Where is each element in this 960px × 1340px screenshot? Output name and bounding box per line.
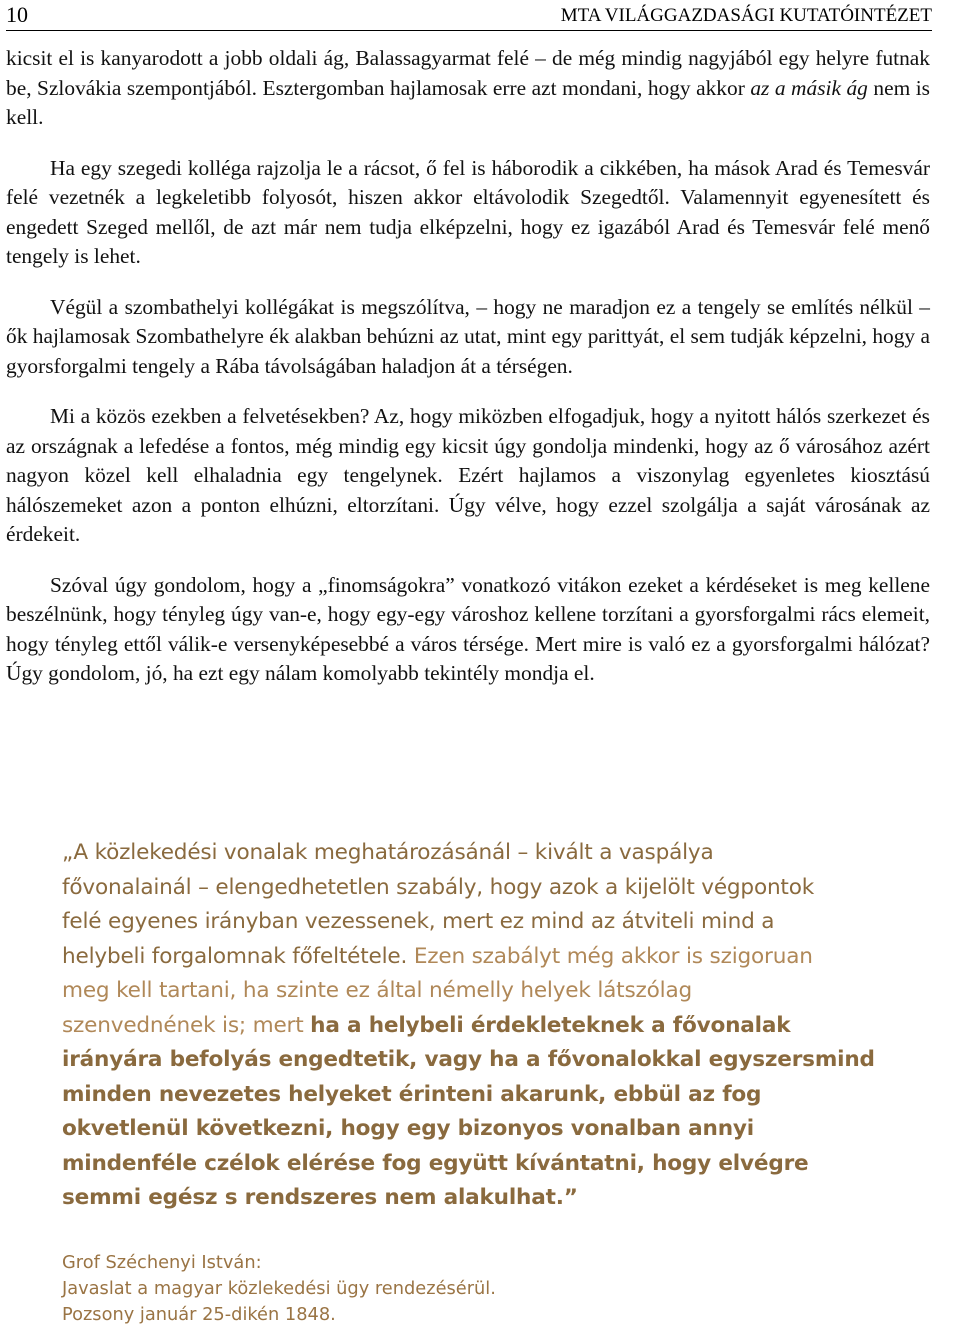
quote-line	[62, 1009, 960, 1044]
quote-segment: helybeli forgalomnak főfeltétele.	[62, 943, 414, 969]
paragraph-1-text-end: nem is kell.	[6, 75, 930, 129]
citation-place-date: Pozsony január 25-dikén 1848.	[62, 1304, 336, 1325]
szechenyi-quote	[62, 836, 960, 1216]
quote-bold-segment: irányára befolyás engedtetik, vagy ha a fővonalokkal egyszersmind	[62, 1047, 875, 1072]
paragraph-1	[6, 44, 930, 133]
quote-line	[62, 940, 960, 975]
quote-line-bold	[62, 1043, 960, 1078]
citation-author: Grof Széchenyi István:	[62, 1252, 262, 1273]
quote-line-bold	[62, 1078, 960, 1113]
quote-line: felé egyenes irányban vezessenek, mert ez mind az átviteli mind a	[62, 909, 775, 934]
quote-line: „A közlekedési vonalak meghatározásánál – kivált a vaspálya	[62, 840, 714, 865]
page-number: 10	[6, 2, 28, 27]
quote-bold-segment: ha a helybeli érdekleteknek a fővonalak	[310, 1012, 791, 1038]
paragraph-4: Mi a közös ezekben a felvetésekben? Az, hogy miközben elfogadjuk, hogy a nyitott hálós szerkezet és az országnak a lefedése a fontos, még mindig egy kicsit úgy gondolja mindenki, hogy az ő városához azért nagyon közel kell elhaladnia egy tengelynek. Ezért hajlamos a viszonylag egyenletes kiosztású hálószemeket azon a ponton elhúzni, eltorzítani. Úgy vélve, hogy ezzel szolgálja a saját városának az érdekeit.	[6, 404, 930, 546]
quote-line-bold	[62, 1147, 960, 1182]
running-title: MTA VILÁGGAZDASÁGI KUTATÓINTÉZET	[560, 5, 932, 26]
paragraph-5: Szóval úgy gondolom, hogy a „finomságokra” vonatkozó vitákon ezeket a kérdéseket is meg kellene beszélnünk, hogy tényleg úgy van-e, hogy egy-egy városhoz kellene torzítani a gyorsforgalmi rács elemeit, hogy tényleg ettől válik-e versenyképesebbé a város térsége. Mert mire is való ez a gyorsforgalmi hálózat? Úgy gondolom, jó, ha ezt egy nálam komolyabb tekintély mondja el.	[6, 572, 930, 685]
paragraph-3: Végül a szombathelyi kollégákat is megszólítva, – hogy ne maradjon ez a tengely se említés nélkül – ők hajlamosak Szombathelyre ék alakban behúzni az utat, mint egy parittyát, el sem tudják képzelni, hogy a gyorsforgalmi tengely a Rába távolságában haladjon át a térségen.	[6, 294, 930, 378]
page-header	[6, 0, 932, 31]
quote-line: fővonalainál – elengedhetetlen szabály, hogy azok a kijelölt végpontok	[62, 874, 815, 900]
quote-bold-segment: minden nevezetes helyeket érinteni akarunk, ebbül az fog	[62, 1081, 762, 1107]
quote-bold-segment: mindenféle czélok elérése fog együtt kívántatni, hogy elvégre	[62, 1150, 809, 1176]
quote-line: meg kell tartani, ha szinte ez által némelly helyek látszólag	[62, 978, 692, 1003]
quote-citation	[62, 1250, 762, 1328]
quote-bold-segment: okvetlenül következni, hogy egy bizonyos vonalban annyi	[62, 1116, 754, 1141]
quote-line-bold	[62, 1181, 960, 1216]
paragraph-1-italic: az a másik ág	[750, 75, 868, 100]
quote-line-bold	[62, 1112, 960, 1147]
body-text	[6, 44, 930, 689]
citation-work: Javaslat a magyar közlekedési ügy rendezésérül.	[62, 1278, 496, 1299]
paragraph-2: Ha egy szegedi kolléga rajzolja le a rácsot, ő fel is háborodik a cikkében, ha mások Arad és Temesvár felé vezetnék a legkeletibb folyosót, hiszen akkor eltávolodik Szegedtől. Valamennyit egyenesített és engedett Szeged mellől, de azt már nem tudja elképzelni, hogy ez igazából Arad és Temesvár felé menő tengely is lehet.	[6, 155, 930, 268]
paragraph-1-text: kicsit el is kanyarodott a jobb oldali ág, Balassagyarmat felé – de még mindig nagyjából egy helyre futnak be, Szlovákia szempontjából. Esztergomban hajlamosak erre azt mondani, hogy akkor	[6, 46, 930, 100]
quote-bold-segment: semmi egész s rendszeres nem alakulhat.”	[62, 1185, 578, 1210]
quote-segment-light: Ezen szabályt még akkor is szigoruan	[413, 943, 813, 969]
quote-segment-light: szenvednének is; mert	[62, 1012, 311, 1038]
